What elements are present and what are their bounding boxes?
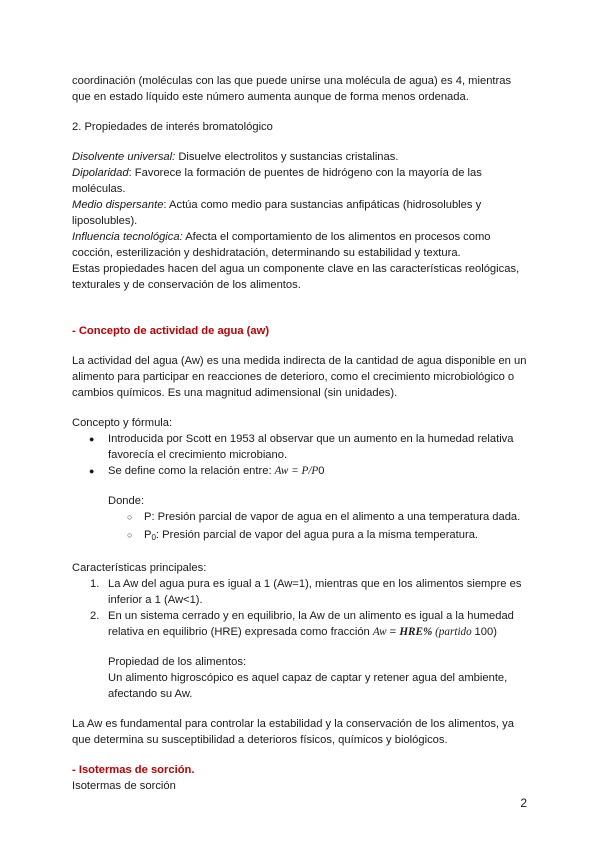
property-term: Influencia tecnológica: [72,231,183,243]
donde-label: Donde: [108,495,145,507]
formula-100: 100) [474,626,497,638]
property-technological [72,229,532,261]
food-property-text: Un alimento higroscópico es aquel capaz de captar y retener agua del ambiente, afectando su Aw. [108,672,508,700]
list-item [72,463,532,479]
list-item [72,431,532,463]
concept-label: Concepto y fórmula: [72,417,173,429]
variable-p0-symbol: P [144,529,152,541]
section-2-title: 2. Propiedades de interés bromatológico [72,121,273,133]
isotherm-text: Isotermas de sorción [72,780,176,792]
bullet-prefix: Se define como la relación entre: [108,465,275,477]
property-term: Dipolaridad [72,167,129,179]
list-item [72,576,532,608]
food-property-block [72,654,532,702]
list-number: 2. [90,610,100,622]
aw-conclusion: La Aw es fundamental para controlar la estabilidad y la conservación de los alimentos, ya que determina su susceptibilidad a deterioros físicos, químicos y biológicos. [72,718,514,746]
circle-bullet-icon: ○ [127,530,133,540]
intro-line-2: que en estado líquido este número aumenta aunque de forma menos ordenada. [72,91,469,103]
variable-p0-subscript: 0 [151,533,156,542]
property-text: : Actúa como medio para sustancias anfipáticas (hidrosolubles y liposolubles). [72,199,482,227]
property-text: Afecta el comportamiento de los alimentos en procesos como cocción, esterilización y deshidratación, determinando su estabilidad y textura. [72,231,491,259]
formula-partido: (partido [432,626,475,638]
variable-p: P: Presión parcial de vapor de agua en el alimento a una temperatura dada. [144,511,521,523]
property-term: Disolvente universal: [72,151,176,163]
variable-p0-text: : Presión parcial de vapor del agua pura a la misma temperatura. [155,529,479,541]
property-text: : Favorece la formación de puentes de hidrógeno con la mayoría de las moléculas. [72,167,482,195]
characteristics-label: Características principales: [72,562,207,574]
food-property-label: Propiedad de los alimentos: [108,656,247,668]
list-number: 1. [90,578,100,590]
aw-formula: Aw = P/P [274,465,319,477]
concept-list [72,431,532,479]
property-solvent [72,149,532,165]
formula-suffix: 0 [318,465,325,477]
bullet-text: Introducida por Scott en 1953 al observar que un aumento en la humedad relativa favorecía el crecimiento microbiano. [108,433,514,461]
list-item [72,527,532,546]
property-term: Medio dispersante [72,199,164,211]
property-dipolarity [72,165,532,197]
document-body [72,73,532,794]
isotherm-heading: - Isotermas de sorción. [72,764,195,776]
aw-intro: La actividad del agua (Aw) es una medida indirecta de la cantidad de agua disponible en un alimento para participar en reacciones de deterioro, como el crecimiento microbiológico o cambios químicos. Es una magnitud adimensional (sin unidades). [72,355,527,399]
formula-aw: Aw [372,626,387,638]
variable-list [72,509,532,546]
bullet-icon: ● [89,466,95,476]
aw-heading: - Concepto de actividad de agua (aw) [72,325,270,337]
characteristic-text: En un sistema cerrado y en equilibrio, la Aw de un alimento es igual a la humedad relativa en equilibrio (HRE) expresada como fracción [108,610,514,638]
properties-summary: Estas propiedades hacen del agua un componente clave en las características reológicas, texturales y de conservación de los alimentos. [72,263,520,291]
circle-bullet-icon: ○ [127,512,133,522]
property-text: Disuelve electrolitos y sustancias cristalinas. [175,151,399,163]
characteristics-list [72,576,532,640]
formula-hre: HRE% [399,626,433,638]
bullet-icon: ● [89,434,95,444]
property-dispersant [72,197,532,229]
page-number: 2 [520,796,527,810]
properties-list [72,149,532,293]
formula-equals: = [386,626,400,638]
characteristic-text: La Aw del agua pura es igual a 1 (Aw=1), mientras que en los alimentos siempre es inferior a 1 (Aw<1). [108,578,522,606]
intro-line-1: coordinación (moléculas con las que puede unirse una molécula de agua) es 4, mientras [72,75,512,87]
list-item [72,509,532,525]
list-item [72,608,532,640]
